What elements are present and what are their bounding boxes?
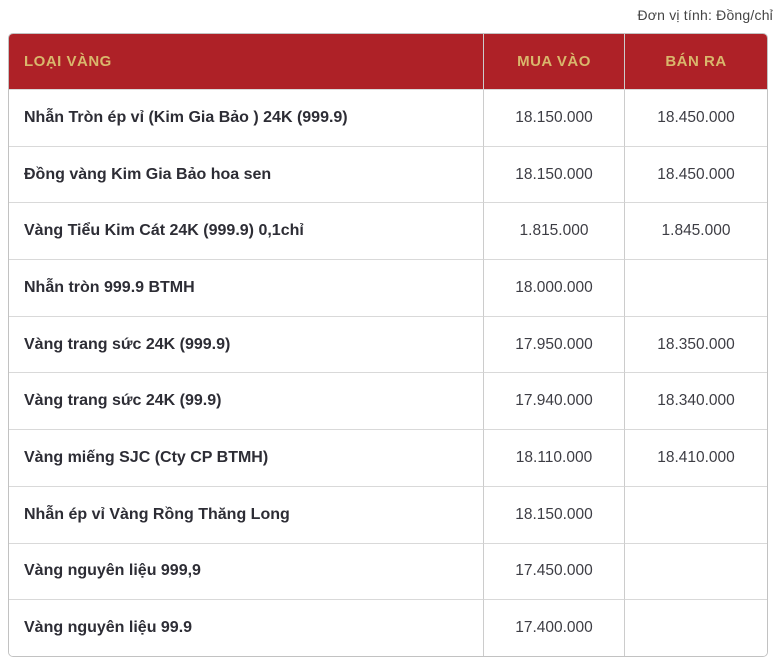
table-row (9, 599, 767, 656)
table-row (9, 146, 767, 203)
cell-sell-price: 18.340.000 (624, 372, 767, 429)
cell-gold-type: Đồng vàng Kim Gia Bảo hoa sen (9, 146, 483, 203)
table-row (9, 429, 767, 486)
cell-buy-price: 18.150.000 (483, 486, 624, 543)
table-row (9, 486, 767, 543)
column-header-ban-ra: BÁN RA (624, 34, 767, 89)
cell-buy-price: 17.450.000 (483, 543, 624, 600)
gold-price-table (8, 33, 768, 657)
unit-note: Đơn vị tính: Đồng/chỉ (637, 7, 773, 23)
cell-gold-type: Vàng nguyên liệu 999,9 (9, 543, 483, 600)
cell-gold-type: Nhẫn Tròn ép vỉ (Kim Gia Bảo ) 24K (999.9) (9, 89, 483, 146)
table-row (9, 259, 767, 316)
cell-buy-price: 17.950.000 (483, 316, 624, 373)
cell-buy-price: 18.000.000 (483, 259, 624, 316)
cell-sell-price (624, 599, 767, 656)
table-row (9, 543, 767, 600)
cell-buy-price: 18.150.000 (483, 89, 624, 146)
cell-gold-type: Vàng Tiểu Kim Cát 24K (999.9) 0,1chỉ (9, 202, 483, 259)
table-row (9, 202, 767, 259)
table-row (9, 89, 767, 146)
cell-sell-price (624, 543, 767, 600)
cell-gold-type: Nhẫn tròn 999.9 BTMH (9, 259, 483, 316)
cell-buy-price: 17.940.000 (483, 372, 624, 429)
cell-gold-type: Nhẫn ép vỉ Vàng Rồng Thăng Long (9, 486, 483, 543)
table-row (9, 316, 767, 373)
cell-sell-price: 18.350.000 (624, 316, 767, 373)
cell-gold-type: Vàng trang sức 24K (999.9) (9, 316, 483, 373)
cell-sell-price: 18.450.000 (624, 89, 767, 146)
cell-gold-type: Vàng miếng SJC (Cty CP BTMH) (9, 429, 483, 486)
cell-gold-type: Vàng nguyên liệu 99.9 (9, 599, 483, 656)
table-header (9, 34, 767, 89)
column-header-loai-vang: LOẠI VÀNG (24, 53, 112, 70)
cell-gold-type: Vàng trang sức 24K (99.9) (9, 372, 483, 429)
cell-buy-price: 18.110.000 (483, 429, 624, 486)
cell-sell-price (624, 486, 767, 543)
cell-buy-price: 18.150.000 (483, 146, 624, 203)
table-body (9, 89, 767, 656)
column-header-mua-vao: MUA VÀO (483, 34, 624, 89)
table-row (9, 372, 767, 429)
cell-buy-price: 1.815.000 (483, 202, 624, 259)
cell-sell-price (624, 259, 767, 316)
cell-sell-price: 1.845.000 (624, 202, 767, 259)
cell-sell-price: 18.410.000 (624, 429, 767, 486)
cell-sell-price: 18.450.000 (624, 146, 767, 203)
cell-buy-price: 17.400.000 (483, 599, 624, 656)
